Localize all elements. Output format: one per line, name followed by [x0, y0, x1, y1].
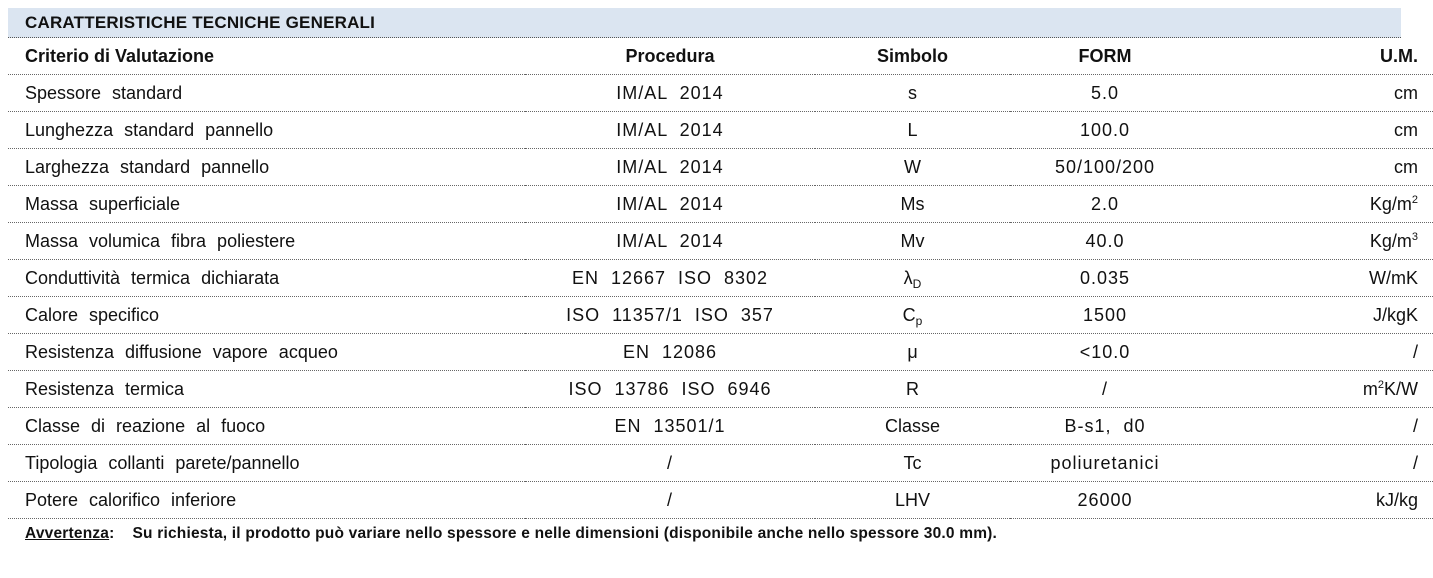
cell-procedura: ISO 11357/1 ISO 357 — [525, 297, 815, 334]
cell-criterio: Massa superficiale — [8, 186, 525, 223]
cell-criterio: Massa volumica fibra poliestere — [8, 223, 525, 260]
cell-simbolo: L — [815, 112, 1010, 149]
table-row — [8, 112, 1433, 149]
cell-form: 1500 — [1010, 297, 1200, 334]
cell-form: 26000 — [1010, 482, 1200, 519]
cell-um: kJ/kg — [1200, 482, 1433, 519]
table-row — [8, 75, 1433, 112]
cell-simbolo: Tc — [815, 445, 1010, 482]
warning-colon: : — [109, 525, 115, 542]
unit-exponent: 3 — [1411, 230, 1418, 243]
table-row — [8, 334, 1433, 371]
cell-um — [1200, 186, 1433, 223]
cell-um: cm — [1200, 149, 1433, 186]
warning-note — [8, 519, 1401, 549]
table-header-row — [8, 38, 1433, 75]
cell-simbolo: Ms — [815, 186, 1010, 223]
cell-simbolo: R — [815, 371, 1010, 408]
cell-criterio: Conduttività termica dichiarata — [8, 260, 525, 297]
cell-um: / — [1200, 334, 1433, 371]
table-row — [8, 445, 1433, 482]
header-simbolo: Simbolo — [815, 38, 1010, 75]
cell-form: 50/100/200 — [1010, 149, 1200, 186]
cell-criterio: Calore specifico — [8, 297, 525, 334]
cell-criterio: Spessore standard — [8, 75, 525, 112]
cell-procedura: EN 13501/1 — [525, 408, 815, 445]
symbol-subscript: D — [912, 276, 922, 291]
cell-procedura: IM/AL 2014 — [525, 112, 815, 149]
header-form: FORM — [1010, 38, 1200, 75]
table-row — [8, 297, 1433, 334]
cell-form: <10.0 — [1010, 334, 1200, 371]
table-row — [8, 408, 1433, 445]
cell-form: 40.0 — [1010, 223, 1200, 260]
cell-um: cm — [1200, 75, 1433, 112]
table-row — [8, 482, 1433, 519]
cell-simbolo — [815, 260, 1010, 297]
cell-simbolo: Classe — [815, 408, 1010, 445]
cell-procedura: EN 12667 ISO 8302 — [525, 260, 815, 297]
cell-procedura: / — [525, 445, 815, 482]
cell-procedura: EN 12086 — [525, 334, 815, 371]
cell-simbolo: Mv — [815, 223, 1010, 260]
symbol-subscript: p — [915, 313, 923, 328]
cell-criterio: Resistenza termica — [8, 371, 525, 408]
table-row — [8, 149, 1433, 186]
warning-text: Su richiesta, il prodotto può variare nello spessore e nelle dimensioni (disponibile anche nello spessore 30.0 mm). — [132, 525, 998, 542]
cell-form: poliuretanici — [1010, 445, 1200, 482]
symbol-base: λ — [903, 267, 913, 288]
cell-procedura: IM/AL 2014 — [525, 186, 815, 223]
cell-criterio: Larghezza standard pannello — [8, 149, 525, 186]
cell-procedura: IM/AL 2014 — [525, 223, 815, 260]
cell-criterio: Tipologia collanti parete/pannello — [8, 445, 525, 482]
cell-simbolo — [815, 297, 1010, 334]
header-criterio: Criterio di Valutazione — [8, 38, 525, 75]
cell-um: W/mK — [1200, 260, 1433, 297]
cell-criterio: Potere calorifico inferiore — [8, 482, 525, 519]
cell-um — [1200, 371, 1433, 408]
unit-exponent: 2 — [1411, 193, 1418, 206]
warning-label-group — [25, 525, 133, 543]
cell-um: / — [1200, 408, 1433, 445]
cell-form: 2.0 — [1010, 186, 1200, 223]
section-title: CARATTERISTICHE TECNICHE GENERALI — [8, 8, 1401, 38]
cell-um: J/kgK — [1200, 297, 1433, 334]
cell-procedura: / — [525, 482, 815, 519]
cell-criterio: Lunghezza standard pannello — [8, 112, 525, 149]
table-row — [8, 371, 1433, 408]
header-um: U.M. — [1200, 38, 1433, 75]
symbol-base: C — [902, 304, 916, 325]
unit-suffix: K/W — [1384, 378, 1418, 399]
cell-procedura: IM/AL 2014 — [525, 75, 815, 112]
cell-form: / — [1010, 371, 1200, 408]
table-row — [8, 186, 1433, 223]
specs-table — [8, 38, 1433, 519]
cell-procedura: ISO 13786 ISO 6946 — [525, 371, 815, 408]
cell-form: 5.0 — [1010, 75, 1200, 112]
cell-procedura: IM/AL 2014 — [525, 149, 815, 186]
cell-form: 0.035 — [1010, 260, 1200, 297]
table-row — [8, 223, 1433, 260]
cell-simbolo: μ — [815, 334, 1010, 371]
cell-simbolo: W — [815, 149, 1010, 186]
table-row — [8, 260, 1433, 297]
header-procedura: Procedura — [525, 38, 815, 75]
cell-um: / — [1200, 445, 1433, 482]
cell-um: cm — [1200, 112, 1433, 149]
unit-exponent: 2 — [1377, 378, 1384, 391]
unit-base: Kg/m — [1369, 193, 1412, 214]
cell-simbolo: LHV — [815, 482, 1010, 519]
warning-label: Avvertenza — [25, 525, 110, 542]
unit-prefix: m — [1362, 378, 1378, 399]
cell-criterio: Classe di reazione al fuoco — [8, 408, 525, 445]
technical-sheet — [8, 8, 1418, 549]
cell-form: B-s1, d0 — [1010, 408, 1200, 445]
cell-form: 100.0 — [1010, 112, 1200, 149]
cell-um — [1200, 223, 1433, 260]
cell-simbolo: s — [815, 75, 1010, 112]
unit-base: Kg/m — [1369, 230, 1412, 251]
cell-criterio: Resistenza diffusione vapore acqueo — [8, 334, 525, 371]
